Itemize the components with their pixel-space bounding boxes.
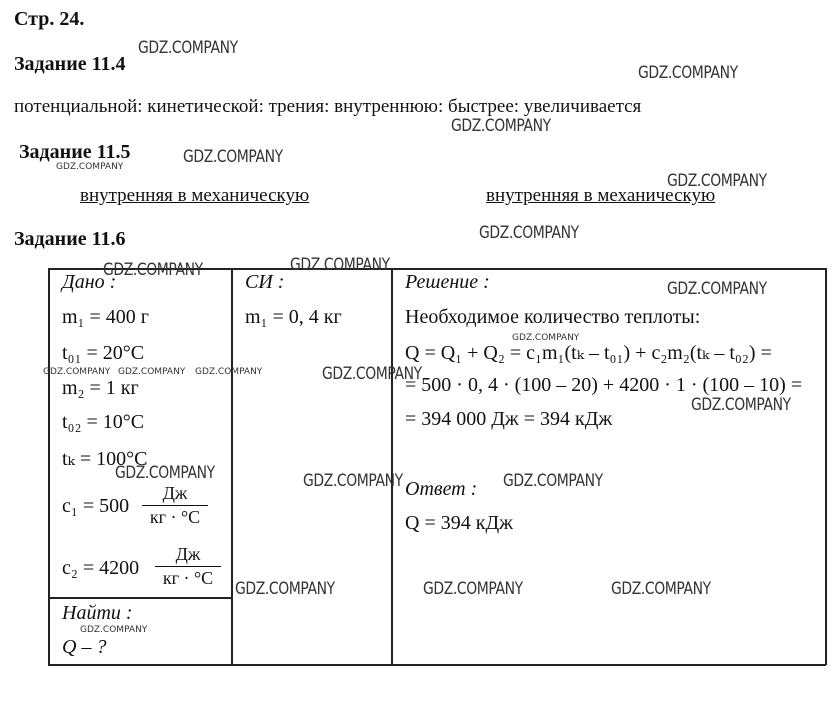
- given-c2: c₂ = 4200: [62, 557, 140, 579]
- table-right-border: [825, 268, 827, 665]
- watermark: GDZ.COMPANY: [451, 116, 551, 136]
- watermark: GDZ.COMPANY: [611, 579, 711, 599]
- given-tk: tₖ = 100°C: [62, 448, 148, 470]
- solution-line-3: = 500 · 0, 4 · (100 – 20) + 4200 · 1 · (100 – 10) =: [405, 374, 803, 396]
- watermark: GDZ.COMPANY: [43, 367, 111, 377]
- table-bottom-border: [48, 664, 826, 666]
- given-label: Дано :: [62, 271, 117, 293]
- given-t01: t₀₁ = 20°C: [62, 342, 145, 364]
- table-divider-si-solution: [391, 268, 393, 665]
- table-left-border: [48, 268, 50, 665]
- watermark: GDZ.COMPANY: [56, 162, 124, 172]
- given-m1: m₁ = 400 г: [62, 306, 150, 328]
- answer-value: Q = 394 кДж: [405, 512, 513, 534]
- watermark: GDZ.COMPANY: [118, 367, 186, 377]
- task-11-5-answer-left: внутренняя в механическую: [80, 185, 310, 206]
- watermark: GDZ.COMPANY: [512, 333, 580, 343]
- solution-line-4: = 394 000 Дж = 394 кДж: [405, 408, 613, 430]
- solution-line-2: Q = Q₁ + Q₂ = c₁m₁(tₖ – t₀₁) + c₂m₂(tₖ – t₀₂) =: [405, 342, 772, 364]
- given-c1-unit-denominator: кг · °C: [149, 507, 201, 527]
- watermark: GDZ.COMPANY: [479, 223, 579, 243]
- given-c1: c₁ = 500: [62, 495, 130, 517]
- given-m2: m₂ = 1 кг: [62, 377, 139, 399]
- task-11-4-answer: потенциальной: кинетической: трения: внутреннюю: быстрее: увеличивается: [14, 96, 642, 117]
- watermark: GDZ.COMPANY: [115, 463, 215, 483]
- watermark: GDZ.COMPANY: [667, 279, 767, 299]
- task-11-6-heading: Задание 11.6: [14, 228, 126, 250]
- table-divider-given-si: [231, 268, 233, 665]
- task-11-5-heading: Задание 11.5: [19, 141, 131, 163]
- watermark: GDZ.COMPANY: [138, 38, 238, 58]
- given-c1-unit-numerator: Дж: [142, 483, 208, 506]
- watermark: GDZ.COMPANY: [503, 471, 603, 491]
- watermark: GDZ.COMPANY: [80, 625, 148, 635]
- given-c2-unit: [155, 544, 221, 589]
- find-value: Q – ?: [62, 636, 107, 658]
- si-m1: m₁ = 0, 4 кг: [245, 306, 342, 328]
- solution-line-1: Необходимое количество теплоты:: [405, 306, 701, 328]
- watermark: GDZ.COMPANY: [303, 471, 403, 491]
- given-c2-unit-numerator: Дж: [155, 544, 221, 567]
- watermark: GDZ.COMPANY: [691, 395, 791, 415]
- given-c1-unit: [142, 483, 208, 528]
- watermark: GDZ.COMPANY: [322, 364, 422, 384]
- watermark: GDZ.COMPANY: [235, 579, 335, 599]
- watermark: GDZ.COMPANY: [290, 255, 390, 275]
- task-11-5-answer-right: внутренняя в механическую: [486, 185, 716, 206]
- watermark: GDZ.COMPANY: [638, 63, 738, 83]
- answer-label: Ответ :: [405, 478, 478, 500]
- table-divider-find: [48, 597, 231, 599]
- given-t02: t₀₂ = 10°C: [62, 411, 145, 433]
- given-c2-unit-denominator: кг · °C: [162, 568, 214, 588]
- solution-label: Решение :: [405, 271, 490, 293]
- watermark: GDZ.COMPANY: [667, 171, 767, 191]
- watermark: GDZ.COMPANY: [183, 147, 283, 167]
- page-title: Стр. 24.: [14, 8, 85, 30]
- si-label: СИ :: [245, 271, 285, 293]
- find-label: Найти :: [62, 602, 133, 624]
- watermark: GDZ.COMPANY: [423, 579, 523, 599]
- watermark: GDZ.COMPANY: [195, 367, 263, 377]
- task-11-4-heading: Задание 11.4: [14, 53, 126, 75]
- watermark: GDZ.COMPANY: [103, 260, 203, 280]
